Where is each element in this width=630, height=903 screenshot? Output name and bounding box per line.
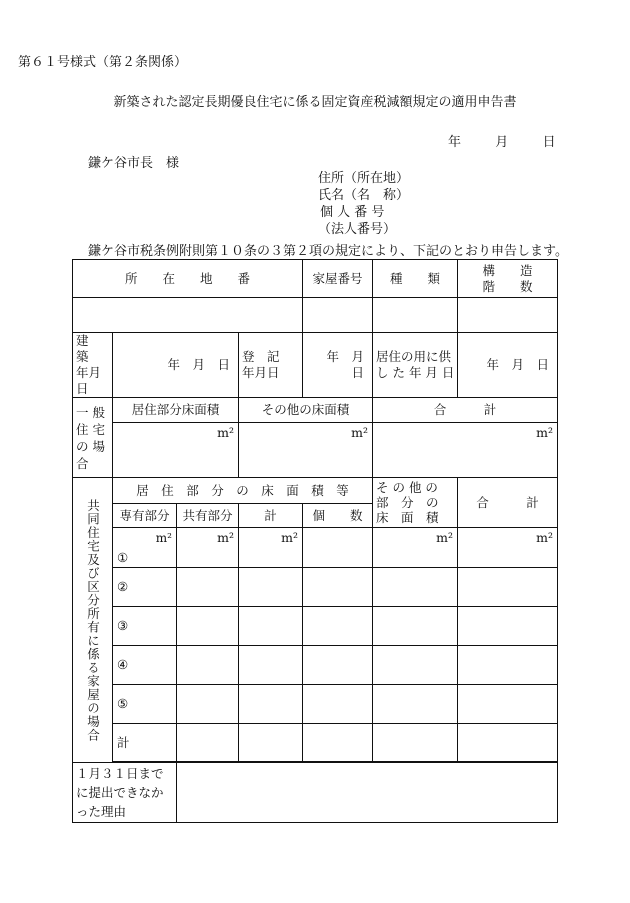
total-area-field[interactable]: m² [373, 423, 558, 478]
date-month: 月 [495, 135, 509, 150]
residential-area-field[interactable]: m² [113, 423, 239, 478]
row-total-exclusive[interactable]: 計 [113, 724, 177, 762]
row-3-exclusive[interactable]: ③ [113, 607, 177, 646]
row-1-total[interactable]: m² [458, 528, 558, 568]
addressee: 鎌ケ谷市長 様 [88, 156, 180, 171]
row-3-other-area[interactable] [373, 607, 458, 646]
row-5-exclusive[interactable]: ⑤ [113, 685, 177, 724]
applicant-address-label: 住所（所在地） [318, 171, 410, 186]
common-part-header: 共有部分 [177, 504, 239, 528]
row-1-exclusive[interactable]: m² ① [113, 528, 177, 568]
row-total-common[interactable] [177, 724, 239, 762]
general-housing-label: 一 般 住 宅 の 場 合 [73, 398, 113, 478]
structure-label: 構 造 [482, 262, 533, 278]
row-total-count[interactable] [303, 724, 373, 762]
row-5-subtotal[interactable] [239, 685, 303, 724]
exclusive-part-header: 専有部分 [113, 504, 177, 528]
house-number-field[interactable] [303, 298, 373, 333]
row-3-total[interactable] [458, 607, 558, 646]
row-1-subtotal[interactable]: m² [239, 528, 303, 568]
row-3-count[interactable] [303, 607, 373, 646]
row-3-subtotal[interactable] [239, 607, 303, 646]
application-table [72, 259, 558, 823]
registration-date-field[interactable]: 年 月 日 [303, 333, 373, 398]
row-total-total[interactable] [458, 724, 558, 762]
late-reason-field[interactable] [177, 763, 558, 823]
row-1-count[interactable] [303, 528, 373, 568]
residential-use-date-label: 居住の用に供 し た 年 月 日 [373, 333, 458, 398]
intro-text: 鎌ケ谷市税条例附則第１０条の３第２項の規定により、下記のとおり申告します。 [88, 244, 568, 259]
structure-field[interactable] [458, 298, 558, 333]
row-2-common[interactable] [177, 568, 239, 607]
row-1-common[interactable]: m² [177, 528, 239, 568]
registration-date-label: 登 記 年月日 [239, 333, 303, 398]
house-number-header: 家屋番号 [303, 260, 373, 298]
row-4-subtotal[interactable] [239, 646, 303, 685]
residential-area-header: 居住部分床面積 [113, 398, 239, 423]
row-4-count[interactable] [303, 646, 373, 685]
row-5-count[interactable] [303, 685, 373, 724]
row-total-other-area[interactable] [373, 724, 458, 762]
other-part-area-header: そ の 他 の 部 分 の 床 面 積 [373, 478, 458, 528]
row-5-total[interactable] [458, 685, 558, 724]
row-4-other-area[interactable] [373, 646, 458, 685]
structure-floors-header [458, 260, 558, 298]
row-4-exclusive[interactable]: ④ [113, 646, 177, 685]
other-area-header: その他の床面積 [239, 398, 373, 423]
row-5-other-area[interactable] [373, 685, 458, 724]
other-area-field[interactable]: m² [239, 423, 373, 478]
count-header: 個 数 [303, 504, 373, 528]
residential-use-date-field[interactable]: 年 月 日 [458, 333, 558, 398]
type-field[interactable] [373, 298, 458, 333]
corporate-number-label: （法人番号） [318, 222, 397, 237]
floors-label: 階 数 [482, 278, 533, 294]
row-1-other-area[interactable]: m² [373, 528, 458, 568]
document-title: 新築された認定長期優良住宅に係る固定資産税減額規定の適用申告書 [113, 95, 517, 110]
location-header: 所 在 地 番 [73, 260, 303, 298]
personal-number-label: 個 人 番 号 [320, 205, 385, 220]
applicant-name-label: 氏名（名 称） [318, 188, 410, 203]
row-4-common[interactable] [177, 646, 239, 685]
total2-header: 合 計 [458, 478, 558, 528]
location-field[interactable] [73, 298, 303, 333]
total-header: 合 計 [373, 398, 558, 423]
form-number: 第６１号様式（第２条関係） [18, 55, 188, 70]
collective-housing-label: 共同住宅及び区分所有に係る家屋の場合 [73, 478, 113, 763]
subtotal-header: 計 [239, 504, 303, 528]
row-2-other-area[interactable] [373, 568, 458, 607]
build-date-label: 建 築 年月日 [73, 333, 113, 398]
late-reason-label: １月３１日まで に提出できなか った理由 [73, 763, 177, 823]
row-5-common[interactable] [177, 685, 239, 724]
type-header: 種 類 [373, 260, 458, 298]
row-total-subtotal[interactable] [239, 724, 303, 762]
build-date-field[interactable]: 年 月 日 [113, 333, 239, 398]
row-2-subtotal[interactable] [239, 568, 303, 607]
row-4-total[interactable] [458, 646, 558, 685]
date-year: 年 [448, 135, 462, 150]
row-2-count[interactable] [303, 568, 373, 607]
date-line [448, 131, 556, 150]
row-2-exclusive[interactable]: ② [113, 568, 177, 607]
row-2-total[interactable] [458, 568, 558, 607]
residential-floor-area-header: 居 住 部 分 の 床 面 積 等 [113, 478, 373, 504]
date-day: 日 [542, 135, 556, 150]
row-3-common[interactable] [177, 607, 239, 646]
